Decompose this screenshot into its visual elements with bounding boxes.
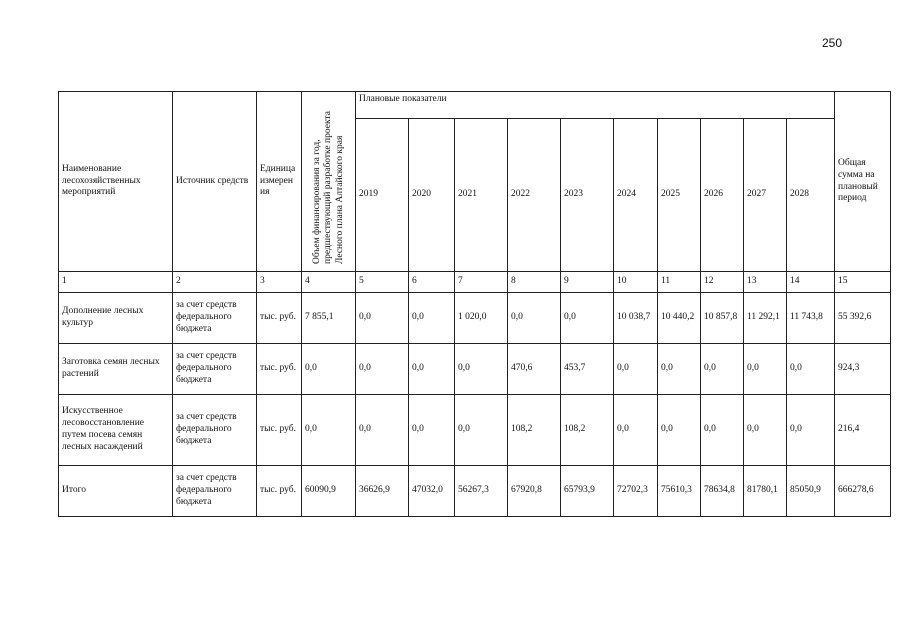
row-prior: 0,0 (302, 395, 356, 466)
row-value: 453,7 (561, 344, 614, 395)
row-unit: тыс. руб. (257, 344, 302, 395)
table-row-total (59, 466, 891, 517)
row-value: 72702,3 (614, 466, 658, 517)
header-year: 2021 (455, 119, 508, 272)
header-year: 2028 (787, 119, 835, 272)
row-value: 0,0 (658, 344, 701, 395)
row-value: 36626,9 (356, 466, 409, 517)
row-value: 75610,3 (658, 466, 701, 517)
header-source: Источник средств (173, 92, 257, 272)
row-value: 0,0 (787, 344, 835, 395)
header-planned: Плановые показатели (356, 92, 835, 119)
row-value: 0,0 (409, 344, 455, 395)
row-prior: 7 855,1 (302, 293, 356, 344)
row-value: 67920,8 (508, 466, 561, 517)
column-number: 5 (356, 272, 409, 293)
row-value: 0,0 (744, 395, 787, 466)
row-value: 0,0 (455, 395, 508, 466)
row-value: 0,0 (614, 395, 658, 466)
row-value: 81780,1 (744, 466, 787, 517)
column-number: 8 (508, 272, 561, 293)
row-value: 47032,0 (409, 466, 455, 517)
header-row (59, 92, 891, 119)
row-value: 56267,3 (455, 466, 508, 517)
header-year: 2027 (744, 119, 787, 272)
column-number: 2 (173, 272, 257, 293)
page-number: 250 (822, 36, 843, 50)
row-value: 0,0 (787, 395, 835, 466)
row-value: 0,0 (701, 344, 744, 395)
row-value: 0,0 (356, 395, 409, 466)
header-prior-funding (302, 92, 356, 272)
table-row (59, 293, 891, 344)
header-year: 2022 (508, 119, 561, 272)
row-value: 10 857,8 (701, 293, 744, 344)
column-number: 11 (658, 272, 701, 293)
row-value: 0,0 (409, 395, 455, 466)
row-value: 0,0 (455, 344, 508, 395)
row-source: за счет средств федерального бюджета (173, 293, 257, 344)
column-number: 3 (257, 272, 302, 293)
header-year: 2026 (701, 119, 744, 272)
row-name: Дополнение лесных культур (59, 293, 173, 344)
column-number: 6 (409, 272, 455, 293)
row-name: Итого (59, 466, 173, 517)
row-value: 0,0 (614, 344, 658, 395)
row-value: 11 292,1 (744, 293, 787, 344)
row-value: 0,0 (409, 293, 455, 344)
row-value: 0,0 (561, 293, 614, 344)
header-total: Общая сумма на плановый период (835, 92, 891, 272)
header-year: 2019 (356, 119, 409, 272)
column-number: 12 (701, 272, 744, 293)
row-value: 470,6 (508, 344, 561, 395)
row-source: за счет средств федерального бюджета (173, 466, 257, 517)
row-prior: 0,0 (302, 344, 356, 395)
table-row (59, 344, 891, 395)
row-value: 0,0 (356, 293, 409, 344)
row-total: 216,4 (835, 395, 891, 466)
header-year: 2023 (561, 119, 614, 272)
column-number: 9 (561, 272, 614, 293)
header-unit: Единица измерен ия (257, 92, 302, 272)
header-prior-funding-text: Объем финансирования за год, предшествующий разработке проекта Лесного плана Алтайского края (311, 110, 345, 264)
column-number: 7 (455, 272, 508, 293)
row-value: 0,0 (658, 395, 701, 466)
column-number: 1 (59, 272, 173, 293)
row-value: 65793,9 (561, 466, 614, 517)
forestry-funding-table (58, 91, 891, 517)
row-value: 0,0 (508, 293, 561, 344)
row-prior: 60090,9 (302, 466, 356, 517)
row-value: 0,0 (701, 395, 744, 466)
column-number: 10 (614, 272, 658, 293)
column-number: 4 (302, 272, 356, 293)
column-number: 14 (787, 272, 835, 293)
row-value: 0,0 (356, 344, 409, 395)
row-value: 10 038,7 (614, 293, 658, 344)
row-value: 0,0 (744, 344, 787, 395)
row-value: 108,2 (508, 395, 561, 466)
header-year: 2024 (614, 119, 658, 272)
row-unit: тыс. руб. (257, 293, 302, 344)
row-value: 78634,8 (701, 466, 744, 517)
row-source: за счет средств федерального бюджета (173, 395, 257, 466)
row-name: Заготовка семян лесных растений (59, 344, 173, 395)
row-total: 666278,6 (835, 466, 891, 517)
row-value: 10 440,2 (658, 293, 701, 344)
header-year: 2025 (658, 119, 701, 272)
row-value: 1 020,0 (455, 293, 508, 344)
column-numbers-row (59, 272, 891, 293)
row-unit: тыс. руб. (257, 466, 302, 517)
row-name: Искусственное лесовосстановление путем посева семян лесных насаждений (59, 395, 173, 466)
column-number: 15 (835, 272, 891, 293)
row-total: 924,3 (835, 344, 891, 395)
table-row (59, 395, 891, 466)
row-total: 55 392,6 (835, 293, 891, 344)
row-value: 11 743,8 (787, 293, 835, 344)
row-value: 85050,9 (787, 466, 835, 517)
header-name: Наименование лесохозяйственных мероприятий (59, 92, 173, 272)
row-value: 108,2 (561, 395, 614, 466)
row-unit: тыс. руб. (257, 395, 302, 466)
header-year: 2020 (409, 119, 455, 272)
row-source: за счет средств федерального бюджета (173, 344, 257, 395)
column-number: 13 (744, 272, 787, 293)
